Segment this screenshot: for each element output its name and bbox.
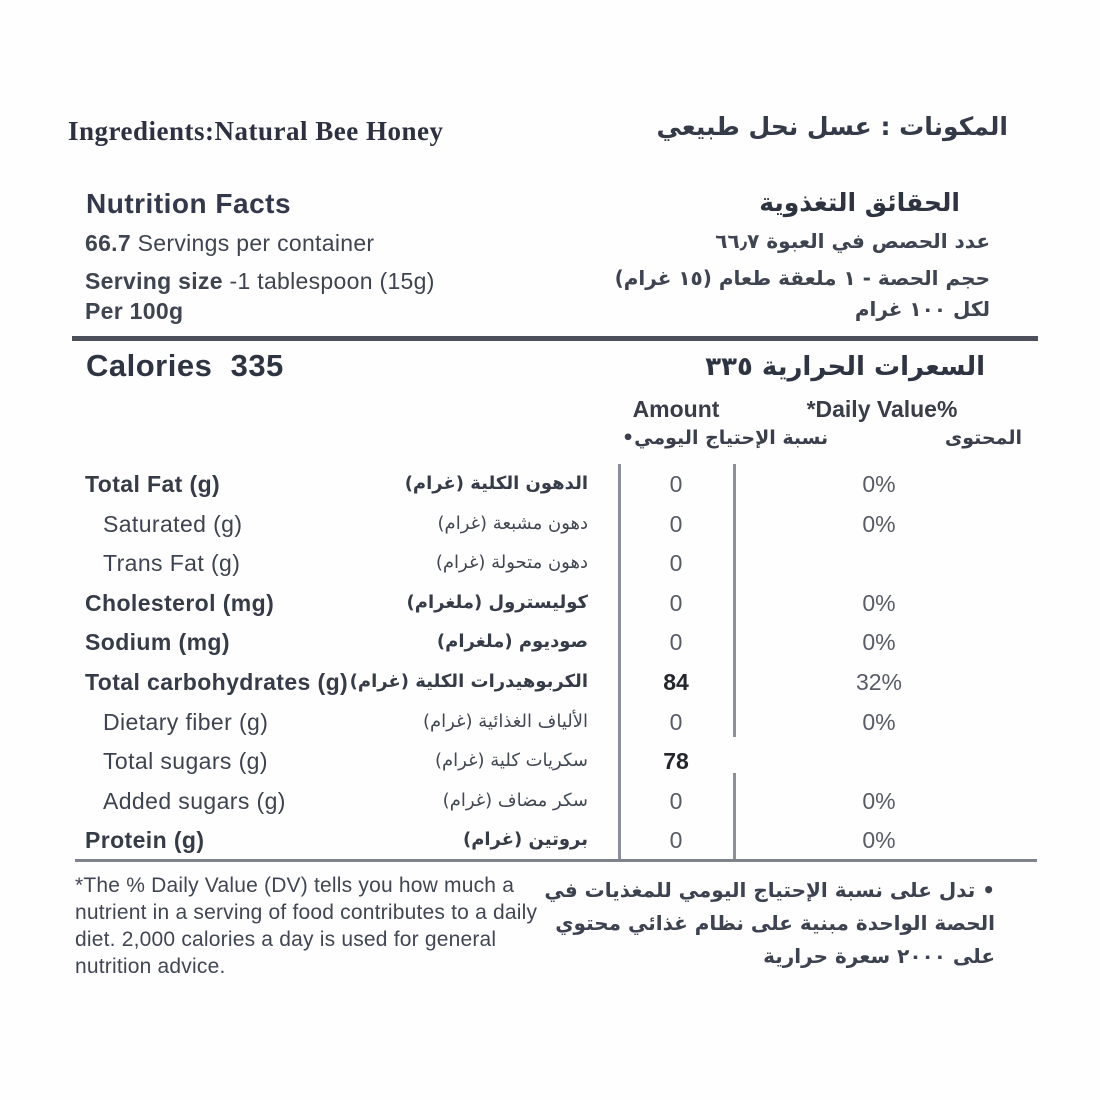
servings-label: Servings per container	[130, 230, 375, 256]
daily-value: 32%	[855, 669, 903, 695]
nutrient-name-en: Total carbohydrates (g)	[85, 669, 349, 695]
serving-size-line-ar: حجم الحصة - ١ ملعقة طعام (١٥ غرام)	[614, 266, 990, 290]
nutrient-name-en: Sodium (mg)	[85, 629, 230, 655]
ingredients-text-en: Ingredients:Natural Bee Honey	[68, 116, 444, 146]
table-row	[0, 622, 1100, 662]
amount-value: 0	[669, 629, 683, 655]
table-row	[0, 702, 1100, 742]
amount-value: 0	[669, 471, 683, 497]
daily-value-footnote-ar	[544, 874, 995, 973]
nutrient-name-ar: دهون مشبعة (غرام)	[437, 513, 588, 534]
amount-value: 0	[669, 709, 683, 735]
column-header-daily-value: *Daily Value%	[806, 396, 958, 422]
table-row	[0, 820, 1100, 860]
amount-value: 0	[669, 550, 683, 576]
table-row	[0, 781, 1100, 821]
nutrient-name-en: Protein (g)	[85, 827, 205, 853]
servings-line-en	[85, 230, 374, 257]
amount-value: 78	[663, 748, 689, 774]
nutrient-name-en: Cholesterol (mg)	[85, 590, 275, 616]
table-row	[0, 583, 1100, 623]
amount-value: 0	[669, 511, 683, 537]
daily-value: 0%	[862, 471, 896, 497]
calories-value: 335	[230, 348, 284, 383]
nutrient-name-ar: الكربوهيدرات الكلية (غرام)	[349, 671, 588, 692]
daily-value: 0%	[862, 629, 896, 655]
servings-value: 66.7	[85, 230, 131, 256]
footnote-line: • تدل على نسبة الإحتياج اليومي للمغذيات في	[544, 878, 995, 902]
footnote-line: nutrient in a serving of food contributes to a daily	[75, 901, 538, 924]
table-row	[0, 662, 1100, 702]
footnote-line: diet. 2,000 calories a day is used for general	[75, 928, 497, 951]
table-row	[0, 504, 1100, 544]
nutrient-name-ar: دهون متحولة (غرام)	[435, 552, 588, 573]
nutrient-name-en: Total sugars (g)	[103, 748, 268, 774]
nutrient-name-en: Trans Fat (g)	[103, 550, 241, 576]
table-row	[0, 543, 1100, 583]
nutrition-facts-title-ar: الحقائق التغذوية	[759, 188, 960, 217]
footnote-line: الحصة الواحدة مبنية على نظام غذائي محتوي	[555, 911, 995, 935]
daily-value: 0%	[862, 827, 896, 853]
ingredients-text-ar: المكونات : عسل نحل طبيعي	[656, 112, 1008, 141]
serving-size-label: Serving size	[85, 268, 223, 294]
table-row	[0, 741, 1100, 781]
amount-value: 84	[663, 669, 689, 695]
daily-value-footnote-en	[75, 872, 537, 980]
calories-line-en	[86, 348, 284, 384]
per-100g-en: Per 100g	[85, 298, 184, 324]
amount-value: 0	[669, 827, 683, 853]
daily-value: 0%	[862, 709, 896, 735]
nutrient-name-en: Added sugars (g)	[103, 788, 286, 814]
thick-divider	[72, 336, 1038, 341]
calories-line-ar: السعرات الحرارية ٣٣٥	[705, 352, 985, 382]
nutrient-name-ar: سكر مضاف (غرام)	[442, 790, 588, 811]
footnote-line: *The % Daily Value (DV) tells you how much a	[75, 874, 515, 897]
calories-label: Calories	[86, 348, 213, 383]
nutrient-name-en: Saturated (g)	[103, 511, 243, 537]
serving-size-line-en	[85, 268, 435, 295]
amount-value: 0	[669, 590, 683, 616]
nutrient-name-ar: سكريات كلية (غرام)	[435, 750, 588, 771]
daily-value: 0%	[862, 788, 896, 814]
per-100g-ar: لكل ١٠٠ غرام	[854, 297, 990, 321]
servings-line-ar: عدد الحصص في العبوة ٦٦٫٧	[715, 229, 990, 253]
nutrient-name-ar: بروتين (غرام)	[462, 829, 588, 850]
nutrient-name-ar: الألياف الغذائية (غرام)	[422, 711, 588, 732]
bottom-divider	[75, 859, 1037, 862]
serving-size-value: -1 tablespoon (15g)	[222, 268, 435, 294]
nutrient-name-ar: كوليسترول (ملغرام)	[406, 592, 588, 613]
footnote-line: على ٢٠٠٠ سعرة حرارية	[763, 944, 995, 968]
column-header-amount-ar: المحتوى	[944, 427, 1022, 449]
daily-value: 0%	[862, 511, 896, 537]
daily-value: 0%	[862, 590, 896, 616]
amount-value: 0	[669, 788, 683, 814]
nutrient-name-en: Total Fat (g)	[85, 471, 221, 497]
nutrient-name-en: Dietary fiber (g)	[103, 709, 269, 735]
nutrition-facts-title-en: Nutrition Facts	[86, 188, 292, 219]
table-row	[0, 464, 1100, 504]
nutrient-name-ar: صوديوم (ملغرام)	[436, 631, 588, 652]
footnote-line: nutrition advice.	[75, 955, 226, 978]
column-header-amount: Amount	[632, 396, 720, 422]
column-header-daily-value-ar: •نسبة الإحتياج اليومي	[622, 427, 829, 449]
nutrient-name-ar: الدهون الكلية (غرام)	[404, 473, 588, 494]
